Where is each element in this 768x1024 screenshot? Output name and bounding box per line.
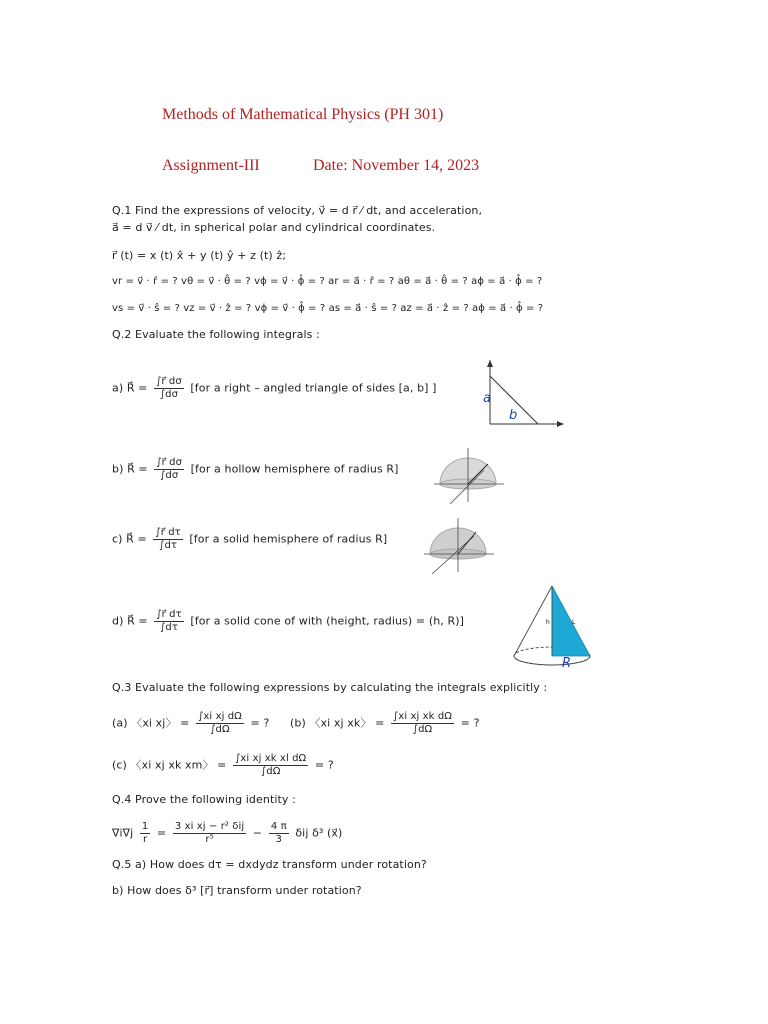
q3-part-c — [112, 753, 334, 778]
q2-a-desc: [for a right – angled triangle of sides [a, b] ] — [190, 381, 437, 395]
q4-frac2 — [173, 821, 246, 846]
cone-label-h: h — [546, 619, 550, 626]
q1-spherical: vr = v⃗ · r̂ = ? vθ = v⃗ · θ̂ = ? vϕ = v⃗ · ϕ̂ = ? ar = a⃗ · r̂ = ? aθ = a⃗ · θ̂ = ? aϕ = a⃗ · ϕ̂ = ? — [112, 276, 543, 287]
q3-b-den: ∫dΩ — [412, 724, 433, 735]
q2-a-fraction — [154, 376, 184, 401]
q3-a-den: ∫dΩ — [210, 724, 230, 735]
q2-d-fraction — [154, 609, 183, 634]
q2-b-fraction — [154, 457, 184, 482]
q1-cylindrical: vs = v⃗ · ŝ = ? vz = v⃗ · ẑ = ? vϕ = v⃗ · ϕ̂ = ? as = a⃗ · ŝ = ? az = a⃗ · ẑ = ? aϕ = a⃗ · ϕ̂ = ? — [112, 303, 544, 314]
q1-line1: Q.1 Find the expressions of velocity, v⃗ = d r⃗ ⁄ dt, and acceleration, — [112, 204, 483, 217]
q3-title: Q.3 Evaluate the following expressions by calculating the integrals explicitly : — [112, 681, 548, 694]
q4-title: Q.4 Prove the following identity : — [112, 793, 296, 806]
q2-b-num: ∫r⃗ dσ — [156, 457, 183, 468]
cone-base-front — [514, 656, 590, 665]
right-triangle-figure — [478, 356, 568, 432]
cone-cross-section — [552, 586, 590, 656]
q4-lhs: ∇i∇j — [112, 826, 134, 840]
q2-d-num: ∫r⃗ dτ — [156, 609, 182, 620]
q4-frac1 — [140, 821, 150, 846]
q3-b-fraction — [391, 711, 454, 736]
course-title: Methods of Mathematical Physics (PH 301) — [162, 106, 444, 123]
q2-d-label: d) R⃗ = — [112, 614, 148, 628]
triangle-y-arrow — [487, 360, 493, 367]
q4-identity — [112, 821, 342, 846]
q2-a-num: ∫r⃗ dσ — [156, 376, 182, 387]
q4-frac2-num: 3 xi xj − r² δij — [174, 821, 245, 832]
q1-position: r⃗ (t) = x (t) x̂ + y (t) ŷ + z (t) ẑ; — [112, 249, 287, 262]
q3-part-b — [290, 711, 480, 736]
q3-b-num: ∫xi xj xk dΩ — [393, 711, 453, 722]
q2-a-label: a) R⃗ = — [112, 381, 148, 395]
q4-frac3-den: 3 — [275, 834, 283, 845]
cone-label-l: L — [572, 619, 576, 626]
q2-c-desc: [for a solid hemisphere of radius R] — [189, 532, 388, 546]
q2-item-d — [112, 609, 464, 634]
q4-frac3 — [269, 821, 289, 846]
q2-b-desc: [for a hollow hemisphere of radius R] — [190, 462, 399, 476]
solid-cone-figure — [508, 584, 598, 672]
q3-c-lhs: (c) 〈xi xj xk xm〉 = — [112, 758, 227, 772]
q3-b-rhs: = ? — [460, 716, 480, 730]
q2-c-den: ∫dτ — [159, 540, 178, 551]
q2-c-num: ∫r⃗ dτ — [155, 527, 181, 538]
q3-a-lhs: (a) 〈xi xj〉 = — [112, 716, 190, 730]
cone-label-r: R — [562, 656, 572, 671]
q2-a-den: ∫dσ — [159, 389, 179, 400]
q3-a-fraction — [196, 711, 244, 736]
q1-line2: a⃗ = d v⃗ ⁄ dt, in spherical polar and cylindrical coordinates. — [112, 221, 436, 234]
q2-d-desc: [for a solid cone of with (height, radius) = (h, R)] — [190, 614, 465, 628]
q3-a-num: ∫xi xj dΩ — [198, 711, 242, 722]
triangle-label-a: a — [483, 391, 491, 406]
assignment-date: Date: November 14, 2023 — [313, 157, 480, 174]
assignment-label: Assignment-III — [162, 157, 260, 174]
triangle-x-arrow — [557, 421, 564, 427]
q4-frac1-num: 1 — [141, 821, 149, 832]
q3-part-a — [112, 711, 269, 736]
q2-b-label: b) R⃗ = — [112, 462, 148, 476]
q2-title: Q.2 Evaluate the following integrals : — [112, 328, 320, 341]
q3-a-rhs: = ? — [250, 716, 270, 730]
q5-part-b: b) How does δ³ [r⃗] transform under rotation? — [112, 884, 362, 897]
hollow-hemisphere-figure — [428, 444, 510, 506]
q2-c-fraction — [153, 527, 182, 552]
q3-c-den: ∫dΩ — [260, 766, 281, 777]
q4-frac1-den: r — [142, 834, 148, 845]
q2-d-den: ∫dτ — [160, 622, 178, 633]
q3-c-rhs: = ? — [314, 758, 334, 772]
q4-frac3-num: 4 π — [270, 821, 287, 832]
q2-item-b — [112, 457, 399, 482]
q5-part-a: Q.5 a) How does dτ = dxdydz transform under rotation? — [112, 858, 427, 871]
q2-item-c — [112, 527, 387, 552]
q3-c-num: ∫xi xj xk xl dΩ — [235, 753, 307, 764]
triangle-label-b: b — [509, 408, 518, 423]
q3-b-lhs: (b) 〈xi xj xk〉 = — [290, 716, 385, 730]
solid-hemisphere-figure — [418, 514, 500, 576]
q4-tail: δij δ³ (x⃗) — [295, 826, 343, 840]
q2-item-a — [112, 376, 437, 401]
q3-c-fraction — [233, 753, 308, 778]
q4-eq: = — [156, 826, 167, 840]
q4-minus: − — [252, 826, 263, 840]
q2-b-den: ∫dσ — [160, 470, 179, 481]
q4-frac2-den: r⁵ — [205, 834, 214, 845]
q2-c-label: c) R⃗ = — [112, 532, 147, 546]
